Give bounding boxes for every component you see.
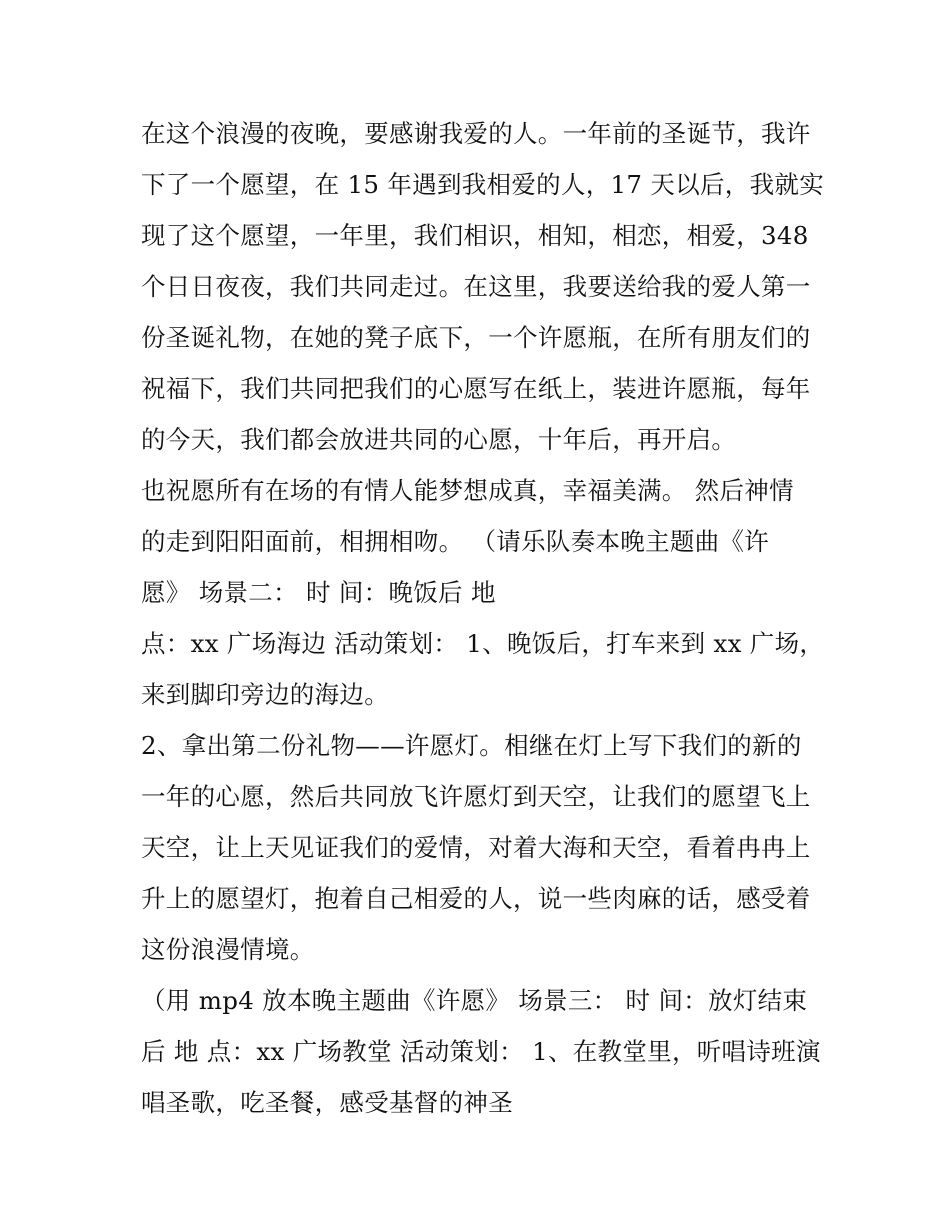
text-line: 的今天，我们都会放进共同的心愿，十年后，再开启。: [141, 425, 737, 454]
text-line: 个日日夜夜，我们共同走过。在这里，我要送给我的爱人第一: [141, 272, 811, 301]
text-line: 愿》 场景二： 时 间：晚饭后 地: [141, 578, 496, 607]
document-body: [141, 108, 825, 1128]
text-line: 下了一个愿望，在 15 年遇到我相爱的人，17 天以后，我就实: [141, 170, 825, 199]
text-line: 2、拿出第二份礼物——许愿灯。相继在灯上写下我们的新的: [141, 731, 802, 760]
text-line: 天空，让上天见证我们的爱情，对着大海和天空，看着冉冉上: [141, 833, 811, 862]
text-line: （用 mp4 放本晚主题曲《许愿》 场景三： 时 间：放灯结束: [141, 986, 808, 1015]
text-line: 点：xx 广场海边 活动策划： 1、晚饭后，打车来到 xx 广场，: [141, 629, 825, 658]
text-line: 的走到阳阳面前，相拥相吻。 （请乐队奏本晚主题曲《许: [141, 527, 770, 556]
text-line: 后 地 点：xx 广场教堂 活动策划： 1、在教堂里，听唱诗班演: [141, 1037, 821, 1066]
text-line: 唱圣歌，吃圣餐，感受基督的神圣: [141, 1088, 513, 1117]
text-line: 在这个浪漫的夜晚，要感谢我爱的人。一年前的圣诞节，我许: [141, 119, 811, 148]
text-line: 升上的愿望灯，抱着自己相爱的人，说一些肉麻的话，感受着: [141, 884, 811, 913]
text-line: 现了这个愿望，一年里，我们相识，相知，相恋，相爱，348: [141, 221, 809, 250]
text-line: 祝福下，我们共同把我们的心愿写在纸上，装进许愿瓶，每年: [141, 374, 811, 403]
text-line: 来到脚印旁边的海边。: [141, 680, 389, 709]
text-line: 也祝愿所有在场的有情人能梦想成真，幸福美满。 然后神情: [141, 476, 794, 505]
text-line: 一年的心愿，然后共同放飞许愿灯到天空，让我们的愿望飞上: [141, 782, 811, 811]
text-line: 这份浪漫情境。: [141, 935, 315, 964]
text-line: 份圣诞礼物，在她的凳子底下，一个许愿瓶，在所有朋友们的: [141, 323, 811, 352]
